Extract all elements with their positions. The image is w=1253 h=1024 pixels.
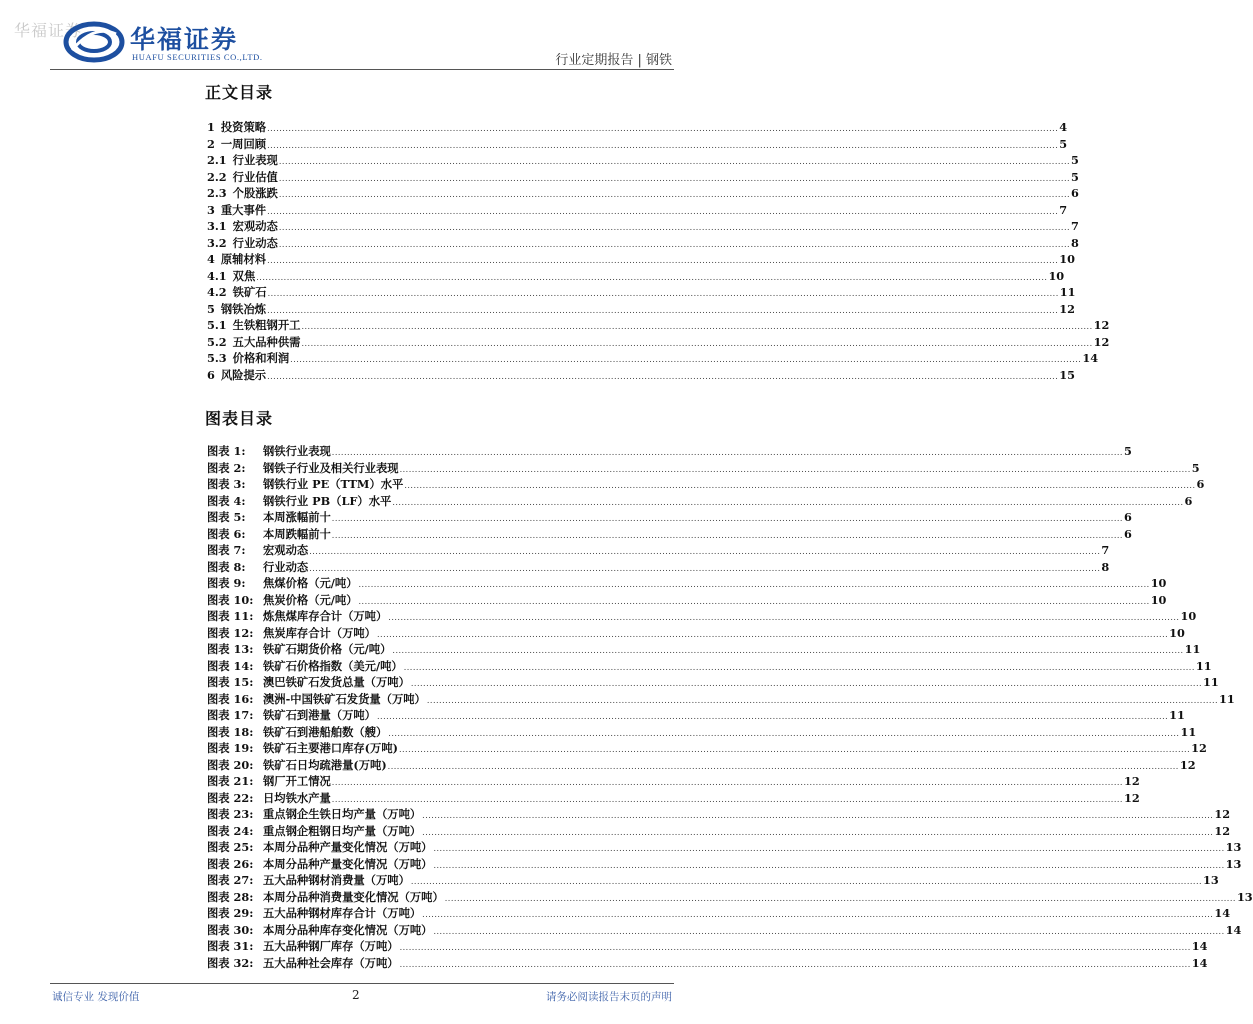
toc-entry-page: 14 — [1082, 351, 1099, 365]
dot-leader: .................................................................................................................................................................................................................................................................... — [290, 355, 1082, 364]
figure-entry-number: 图表 24: — [207, 823, 254, 838]
figure-entry-number: 图表 16: — [207, 691, 254, 706]
toc-entry-title: 个股涨跌 — [232, 186, 278, 200]
dot-leader: .................................................................................................................................................................................................................................................................... — [388, 613, 1180, 622]
toc-entry-number: 3.2 — [207, 235, 227, 250]
dot-leader: .................................................................................................................................................................................................................................................................... — [404, 481, 1196, 490]
dot-leader: .................................................................................................................................................................................................................................................................... — [444, 893, 1236, 903]
dot-leader: .................................................................................................................................................................................................................................................................... — [278, 173, 1071, 183]
figure-entry-number: 图表 2: — [207, 460, 246, 475]
watermark: 华福证券 — [14, 21, 83, 40]
figure-entry-number: 图表 12: — [207, 625, 254, 640]
figure-entry[interactable] — [207, 724, 1197, 741]
dot-leader: .................................................................................................................................................................................................................................................................... — [399, 464, 1191, 474]
figure-entry-page: 12 — [1179, 757, 1196, 772]
figure-entry-title: 本周分品种产量变化情况（万吨） — [263, 856, 433, 871]
dot-leader: .................................................................................................................................................................................................................................................................... — [331, 448, 1123, 457]
dot-leader: .................................................................................................................................................................................................................................................................... — [331, 514, 1123, 523]
figure-entry-title: 五大品种钢厂库存（万吨） — [263, 939, 399, 953]
toc-entry-number: 5.3 — [207, 351, 227, 365]
figure-entry[interactable] — [207, 575, 1167, 592]
toc-entry-number: 4.1 — [207, 268, 227, 283]
toc-entry-number: 3 — [207, 202, 215, 217]
toc-entry-title: 钢铁冶炼 — [220, 301, 267, 316]
figure-entry-page: 10 — [1150, 592, 1167, 607]
dot-leader: .................................................................................................................................................................................................................................................................... — [422, 811, 1214, 820]
dot-leader: .................................................................................................................................................................................................................................................................... — [256, 272, 1048, 282]
figure-entry-title: 五大品种社会库存（万吨） — [263, 955, 399, 970]
header-divider — [50, 69, 674, 70]
figure-entry-title: 五大品种钢材库存合计（万吨） — [263, 906, 422, 920]
toc-entry[interactable] — [207, 218, 1079, 235]
figure-entry[interactable] — [207, 608, 1197, 625]
figure-entry[interactable] — [207, 460, 1200, 477]
figure-entry-page: 13 — [1225, 856, 1242, 871]
figure-entry-number: 图表 19: — [207, 741, 254, 755]
toc-heading: 正文目录 — [205, 83, 274, 102]
figure-entry-page: 13 — [1225, 840, 1242, 854]
figure-entry-title: 钢铁行业表现 — [263, 444, 331, 458]
figure-entry-number: 图表 4: — [207, 493, 246, 508]
toc-entry-page: 11 — [1059, 285, 1076, 299]
figure-entry[interactable] — [207, 592, 1167, 609]
figure-entry-number: 图表 14: — [207, 658, 254, 673]
figure-entry-number: 图表 21: — [207, 774, 254, 788]
figure-entry-title: 宏观动态 — [263, 543, 309, 557]
dot-leader: .................................................................................................................................................................................................................................................................... — [309, 547, 1101, 556]
figure-entry-page: 12 — [1123, 774, 1140, 788]
figure-entry[interactable] — [207, 905, 1231, 922]
figure-entry-title: 焦炭价格（元/吨） — [263, 592, 358, 607]
toc-entry-title: 风险提示 — [220, 367, 267, 382]
figure-entry-title: 铁矿石价格指数（美元/吨） — [263, 658, 403, 673]
figure-entry[interactable] — [207, 856, 1242, 873]
toc-entry-number: 2.2 — [207, 169, 227, 184]
logo-english-name: HUAFU SECURITIES CO.,LTD. — [132, 52, 263, 62]
figure-entry[interactable] — [207, 938, 1208, 955]
figure-entry-page: 11 — [1180, 724, 1197, 739]
dot-leader: .................................................................................................................................................................................................................................................................... — [301, 338, 1093, 348]
dot-leader: .................................................................................................................................................................................................................................................................... — [309, 563, 1101, 573]
figure-entry-page: 11 — [1203, 675, 1219, 689]
figure-entry[interactable] — [207, 658, 1212, 675]
figure-entry-title: 本周分品种消费量变化情况（万吨） — [263, 889, 444, 904]
dot-leader: .................................................................................................................................................................................................................................................................... — [267, 256, 1059, 265]
toc-entry-page: 12 — [1093, 318, 1110, 332]
toc-entry-page: 15 — [1059, 367, 1075, 382]
dot-leader: .................................................................................................................................................................................................................................................................... — [331, 530, 1123, 540]
figure-entry-number: 图表 9: — [207, 576, 246, 590]
figure-entry-page: 11 — [1184, 642, 1201, 656]
figure-entry-number: 图表 10: — [207, 592, 254, 607]
toc-entry[interactable] — [207, 284, 1076, 301]
figure-entry[interactable] — [207, 806, 1231, 823]
dot-leader: .................................................................................................................................................................................................................................................................... — [388, 728, 1180, 738]
figure-entry-title: 本周分品种库存变化情况（万吨） — [263, 922, 433, 937]
figure-entry-page: 12 — [1214, 807, 1231, 821]
toc-entry-page: 7 — [1071, 219, 1079, 233]
figure-entry-number: 图表 18: — [207, 724, 254, 739]
figure-entry-title: 钢铁行业 PE（TTM）水平 — [263, 477, 404, 491]
figure-entry[interactable] — [207, 476, 1205, 493]
report-category: 行业定期报告 | 钢铁 — [555, 53, 672, 68]
toc-entry[interactable] — [207, 136, 1068, 153]
figure-entry-title: 本周跌幅前十 — [263, 526, 331, 541]
figure-entry[interactable] — [207, 740, 1207, 757]
toc-entry[interactable] — [207, 317, 1110, 334]
toc-entry-number: 5.1 — [207, 318, 227, 332]
figure-entry[interactable] — [207, 955, 1208, 972]
dot-leader: .................................................................................................................................................................................................................................................................... — [392, 497, 1184, 507]
figure-entry-title: 铁矿石主要港口库存(万吨) — [263, 741, 398, 755]
dot-leader: .................................................................................................................................................................................................................................................................... — [387, 761, 1179, 771]
figure-entry[interactable] — [207, 922, 1242, 939]
figure-entry-title: 澳巴铁矿石发货总量（万吨） — [263, 675, 410, 689]
dot-leader: .................................................................................................................................................................................................................................................................... — [278, 223, 1071, 232]
figure-entry-title: 澳洲-中国铁矿石发货量（万吨） — [263, 691, 426, 706]
figure-entry-page: 14 — [1191, 939, 1208, 953]
figure-entry[interactable] — [207, 823, 1231, 840]
dot-leader: .................................................................................................................................................................................................................................................................... — [267, 206, 1059, 216]
toc-entry-page: 6 — [1071, 186, 1079, 200]
figure-entry-page: 11 — [1219, 691, 1235, 706]
company-logo — [64, 20, 274, 64]
figure-entry[interactable] — [207, 773, 1140, 790]
toc-entry-page: 10 — [1048, 268, 1065, 283]
dot-leader: .................................................................................................................................................................................................................................................................... — [358, 580, 1150, 589]
toc-entry-title: 行业估值 — [232, 169, 278, 184]
toc-entry[interactable] — [207, 202, 1068, 219]
figure-entry-page: 10 — [1150, 576, 1167, 590]
figure-entry-number: 图表 11: — [207, 609, 254, 623]
figure-entry-number: 图表 7: — [207, 543, 246, 557]
dot-leader: .................................................................................................................................................................................................................................................................... — [267, 140, 1059, 150]
toc-entry-number: 1 — [207, 120, 215, 134]
figure-entry-title: 重点钢企生铁日均产量（万吨） — [263, 807, 422, 821]
toc-entry[interactable] — [207, 268, 1065, 285]
figure-entry-page: 14 — [1225, 922, 1242, 937]
figure-entry[interactable] — [207, 872, 1219, 889]
figure-entry-title: 日均铁水产量 — [263, 790, 331, 805]
figure-entry-page: 14 — [1191, 955, 1208, 970]
figure-entry-number: 图表 32: — [207, 955, 254, 970]
figure-list — [207, 443, 1253, 971]
dot-leader: .................................................................................................................................................................................................................................................................... — [410, 877, 1203, 886]
toc-entry-number: 2 — [207, 136, 215, 151]
figure-entry-title: 焦炭库存合计（万吨） — [263, 625, 376, 640]
dot-leader: .................................................................................................................................................................................................................................................................... — [267, 289, 1059, 298]
figure-entry-title: 铁矿石期货价格（元/吨） — [263, 642, 392, 656]
toc-entry-page: 10 — [1059, 252, 1075, 266]
figure-entry-title: 钢厂开工情况 — [263, 774, 331, 788]
dot-leader: .................................................................................................................................................................................................................................................................... — [433, 844, 1225, 853]
figure-entry[interactable] — [207, 625, 1185, 642]
toc-entry-page: 5 — [1071, 153, 1079, 167]
dot-leader: .................................................................................................................................................................................................................................................................... — [267, 305, 1059, 315]
footer-divider — [50, 983, 674, 984]
figure-entry-number: 图表 3: — [207, 477, 246, 491]
figure-entry-page: 6 — [1123, 526, 1132, 541]
figure-entry-page: 6 — [1184, 493, 1193, 508]
toc-entry-title: 原辅材料 — [220, 252, 267, 266]
figure-entry-number: 图表 23: — [207, 807, 254, 821]
figure-entry-number: 图表 30: — [207, 922, 254, 937]
figure-entry[interactable] — [207, 889, 1253, 906]
dot-leader: .................................................................................................................................................................................................................................................................... — [331, 778, 1123, 787]
toc-entry[interactable] — [207, 367, 1075, 384]
toc-entry-title: 一周回顾 — [220, 136, 267, 151]
figure-entry-page: 13 — [1203, 873, 1219, 887]
toc-entry-title: 投资策略 — [220, 120, 267, 134]
figure-entry[interactable] — [207, 443, 1132, 460]
figure-entry[interactable] — [207, 542, 1110, 559]
toc-entry-title: 生铁粗钢开工 — [232, 318, 301, 332]
figure-entry-number: 图表 6: — [207, 526, 246, 541]
figure-entry-number: 图表 15: — [207, 675, 254, 689]
dot-leader: .................................................................................................................................................................................................................................................................... — [267, 124, 1059, 133]
figure-entry-number: 图表 13: — [207, 642, 254, 656]
logo-chinese-name: 华福证券 — [130, 25, 239, 54]
page-number: 2 — [352, 988, 360, 1002]
toc-entry-page: 8 — [1071, 235, 1079, 250]
toc-entry-number: 4 — [207, 252, 215, 266]
toc-list — [207, 119, 1110, 383]
figure-entry[interactable] — [207, 757, 1196, 774]
toc-entry-page: 4 — [1059, 120, 1068, 134]
dot-leader: .................................................................................................................................................................................................................................................................... — [392, 646, 1184, 655]
figure-entry-number: 图表 28: — [207, 889, 254, 904]
toc-entry-page: 12 — [1093, 334, 1110, 349]
toc-entry[interactable] — [207, 185, 1079, 202]
figure-entry-number: 图表 1: — [207, 444, 246, 458]
figure-entry-number: 图表 25: — [207, 840, 254, 854]
toc-entry-page: 5 — [1071, 169, 1079, 184]
figure-entry-title: 五大品种钢材消费量（万吨） — [263, 873, 410, 887]
dot-leader: .................................................................................................................................................................................................................................................................... — [433, 926, 1225, 936]
toc-entry-number: 2.3 — [207, 186, 227, 200]
toc-entry-number: 5 — [207, 301, 215, 316]
figure-entry-page: 12 — [1214, 823, 1231, 838]
toc-entry-number: 4.2 — [207, 285, 227, 299]
figure-entry-number: 图表 8: — [207, 559, 246, 574]
toc-entry-title: 宏观动态 — [232, 219, 278, 233]
dot-leader: .................................................................................................................................................................................................................................................................... — [278, 190, 1071, 199]
dot-leader: .................................................................................................................................................................................................................................................................... — [358, 596, 1150, 606]
dot-leader: .................................................................................................................................................................................................................................................................... — [433, 860, 1225, 870]
figure-entry-page: 11 — [1169, 708, 1185, 722]
dot-leader: .................................................................................................................................................................................................................................................................... — [278, 239, 1071, 249]
figure-entry[interactable] — [207, 526, 1132, 543]
figure-entry[interactable] — [207, 691, 1235, 708]
toc-entry-title: 双焦 — [232, 268, 256, 283]
toc-entry-title: 铁矿石 — [232, 285, 267, 299]
footer-slogan: 诚信专业 发现价值 — [52, 991, 140, 1003]
dot-leader: .................................................................................................................................................................................................................................................................... — [301, 322, 1093, 331]
figure-entry-title: 钢铁行业 PB（LF）水平 — [263, 493, 392, 508]
toc-entry[interactable] — [207, 152, 1079, 169]
toc-entry[interactable] — [207, 301, 1075, 318]
dot-leader: .................................................................................................................................................................................................................................................................... — [422, 827, 1214, 837]
toc-entry-page: 7 — [1059, 202, 1068, 217]
toc-entry-title: 行业动态 — [232, 235, 278, 250]
dot-leader: .................................................................................................................................................................................................................................................................... — [399, 943, 1191, 952]
figure-entry-number: 图表 20: — [207, 757, 254, 772]
figure-entry-page: 10 — [1169, 625, 1185, 640]
dot-leader: .................................................................................................................................................................................................................................................................... — [278, 157, 1071, 166]
toc-entry[interactable] — [207, 334, 1110, 351]
figure-entry-page: 14 — [1214, 906, 1231, 920]
toc-entry-number: 3.1 — [207, 219, 227, 233]
figure-entry-page: 12 — [1191, 741, 1207, 755]
figure-entry[interactable] — [207, 509, 1132, 526]
figure-entry[interactable] — [207, 493, 1193, 510]
dot-leader: .................................................................................................................................................................................................................................................................... — [410, 679, 1203, 688]
figure-entry-page: 10 — [1180, 609, 1197, 623]
figure-entry-title: 铁矿石日均疏港量(万吨) — [263, 757, 387, 772]
figure-entry-title: 铁矿石到港量（万吨） — [263, 708, 376, 722]
figure-entry[interactable] — [207, 559, 1110, 576]
dot-leader: .................................................................................................................................................................................................................................................................... — [422, 910, 1214, 919]
figure-entry[interactable] — [207, 839, 1242, 856]
figure-entry-page: 11 — [1195, 658, 1212, 673]
figure-entry-page: 13 — [1236, 889, 1253, 904]
toc-entry[interactable] — [207, 119, 1068, 136]
toc-entry-page: 5 — [1059, 136, 1068, 151]
toc-entry-page: 12 — [1059, 301, 1075, 316]
figure-entry-title: 焦煤价格（元/吨） — [263, 576, 358, 590]
figure-entry-number: 图表 5: — [207, 510, 246, 524]
toc-entry-title: 价格和利润 — [232, 351, 290, 365]
figure-entry-number: 图表 17: — [207, 708, 254, 722]
figure-entry-page: 6 — [1196, 477, 1205, 491]
dot-leader: .................................................................................................................................................................................................................................................................... — [399, 959, 1191, 969]
figure-list-heading: 图表目录 — [205, 409, 274, 428]
dot-leader: .................................................................................................................................................................................................................................................................... — [398, 745, 1191, 754]
toc-entry-title: 五大品种供需 — [232, 334, 301, 349]
figure-entry-number: 图表 22: — [207, 790, 254, 805]
huafu-logo-icon — [64, 20, 124, 64]
toc-entry[interactable] — [207, 169, 1079, 186]
figure-entry[interactable] — [207, 674, 1219, 691]
dot-leader: .................................................................................................................................................................................................................................................................... — [376, 629, 1169, 639]
figure-entry-number: 图表 27: — [207, 873, 254, 887]
figure-entry-title: 重点钢企粗钢日均产量（万吨） — [263, 823, 422, 838]
toc-entry-title: 重大事件 — [220, 202, 267, 217]
figure-entry-title: 铁矿石到港船舶数（艘） — [263, 724, 388, 739]
toc-entry-title: 行业表现 — [232, 153, 278, 167]
figure-entry-title: 本周涨幅前十 — [263, 510, 331, 524]
figure-entry-title: 行业动态 — [263, 559, 309, 574]
toc-entry[interactable] — [207, 235, 1079, 252]
toc-entry-number: 5.2 — [207, 334, 227, 349]
figure-entry-title: 炼焦煤库存合计（万吨） — [263, 609, 388, 623]
toc-entry-number: 2.1 — [207, 153, 227, 167]
dot-leader: .................................................................................................................................................................................................................................................................... — [403, 662, 1195, 672]
toc-entry[interactable] — [207, 350, 1099, 367]
dot-leader: .................................................................................................................................................................................................................................................................... — [331, 794, 1123, 804]
figure-entry[interactable] — [207, 790, 1140, 807]
dot-leader: .................................................................................................................................................................................................................................................................... — [376, 712, 1169, 721]
figure-entry-title: 本周分品种产量变化情况（万吨） — [263, 840, 433, 854]
figure-entry-page: 8 — [1101, 559, 1110, 574]
figure-entry-page: 5 — [1123, 444, 1132, 458]
figure-entry[interactable] — [207, 641, 1201, 658]
figure-entry-page: 5 — [1191, 460, 1200, 475]
footer-disclaimer: 请务必阅读报告末页的声明 — [546, 991, 672, 1003]
figure-entry-number: 图表 29: — [207, 906, 254, 920]
figure-entry-title: 钢铁子行业及相关行业表现 — [263, 460, 399, 475]
dot-leader: .................................................................................................................................................................................................................................................................... — [267, 371, 1059, 381]
figure-entry-number: 图表 26: — [207, 856, 254, 871]
toc-entry-number: 6 — [207, 367, 215, 382]
figure-entry-number: 图表 31: — [207, 939, 254, 953]
figure-entry-page: 7 — [1101, 543, 1110, 557]
figure-entry[interactable] — [207, 707, 1185, 724]
figure-entry-page: 12 — [1123, 790, 1140, 805]
figure-entry-page: 6 — [1123, 510, 1132, 524]
dot-leader: .................................................................................................................................................................................................................................................................... — [426, 695, 1219, 705]
toc-entry[interactable] — [207, 251, 1075, 268]
